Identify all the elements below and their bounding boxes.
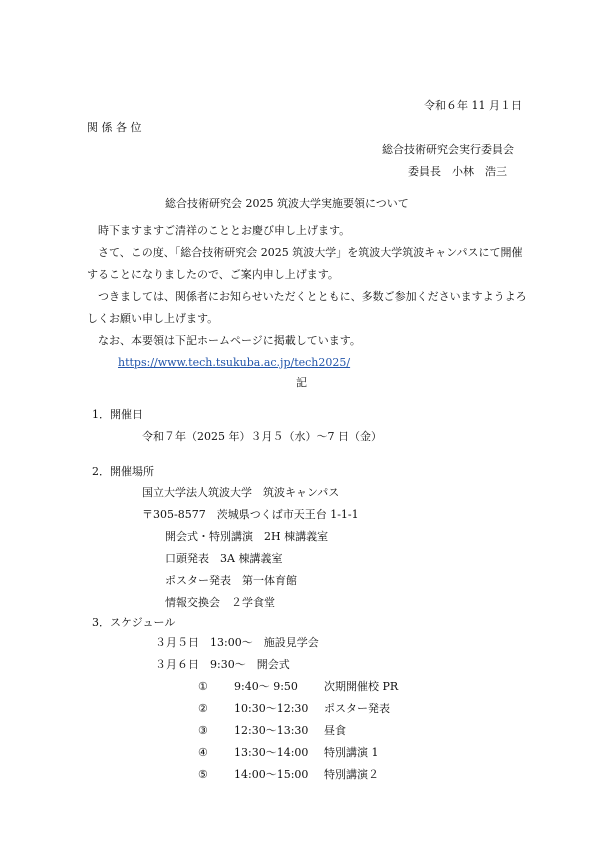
room-reception: 情報交換会 ２学食堂	[165, 596, 275, 609]
body-paragraph-request: つきましては、関係者にお知らせいただくとともに、多数ご参加くださいますようよろしくお願い申し上げます。	[87, 290, 527, 325]
body-paragraph-greeting: 時下ますますご清祥のこととお慶び申し上げます。	[98, 224, 351, 237]
schedule-item	[198, 768, 379, 782]
sender-person: 委員長 小林 浩三	[408, 165, 507, 178]
item-time: 12:30～13:30	[234, 724, 309, 737]
schedule-item	[198, 702, 390, 716]
item-time: 14:00～15:00	[234, 768, 309, 781]
schedule-day2: ３月６日 9:30～ 開会式	[155, 658, 290, 671]
item-time: 13:30～14:00	[234, 746, 309, 759]
event-dates: 令和７年（2025 年）３月５（水）～7 日（金）	[142, 430, 382, 443]
item-label: 特別講演２	[324, 768, 379, 781]
addressee: 関 係 各 位	[87, 121, 142, 134]
item-number: ④	[198, 746, 208, 759]
schedule-item	[198, 746, 379, 760]
item-label: 特別講演 1	[324, 746, 379, 759]
ki-marker: 記	[296, 376, 307, 389]
section-venue-heading: 2．開催場所	[92, 465, 154, 478]
schedule-item	[198, 724, 346, 738]
document-title: 総合技術研究会 2025 筑波大学実施要領について	[165, 197, 409, 210]
item-time: 10:30～12:30	[234, 702, 309, 715]
item-label: ポスター発表	[324, 702, 390, 715]
item-number: ①	[198, 680, 208, 693]
venue-address: 〒305-8577 茨城県つくば市天王台 1-1-1	[142, 508, 359, 521]
room-poster: ポスター発表 第一体育館	[165, 574, 297, 587]
sender-organization: 総合技術研究会実行委員会	[382, 143, 514, 156]
section-date-heading: 1．開催日	[92, 408, 143, 421]
venue-name: 国立大学法人筑波大学 筑波キャンパス	[142, 486, 340, 499]
item-time: 9:40～ 9:50	[234, 680, 298, 693]
schedule-day1: ３月５日 13:00～ 施設見学会	[155, 636, 319, 649]
schedule-item	[198, 680, 398, 694]
section-schedule-heading: 3．スケジュール	[92, 616, 176, 629]
item-number: ⑤	[198, 768, 208, 781]
item-label: 昼食	[324, 724, 346, 737]
room-oral: 口頭発表 3A 棟講義室	[165, 552, 283, 565]
document-date: 令和６年 11 月１日	[424, 99, 522, 112]
item-number: ②	[198, 702, 208, 715]
room-opening: 開会式・特別講演 2H 棟講義室	[165, 530, 329, 543]
item-number: ③	[198, 724, 208, 737]
homepage-link[interactable]: https://www.tech.tsukuba.ac.jp/tech2025/	[118, 356, 351, 369]
item-label: 次期開催校 PR	[324, 680, 399, 693]
body-paragraph-note: なお、本要領は下記ホームページに掲載しています。	[98, 334, 361, 347]
body-paragraph-announcement: さて、この度、「総合技術研究会 2025 筑波大学」を筑波大学筑波キャンパスにて開催することになりましたので、ご案内申し上げます。	[87, 246, 523, 281]
body-text	[87, 220, 527, 374]
